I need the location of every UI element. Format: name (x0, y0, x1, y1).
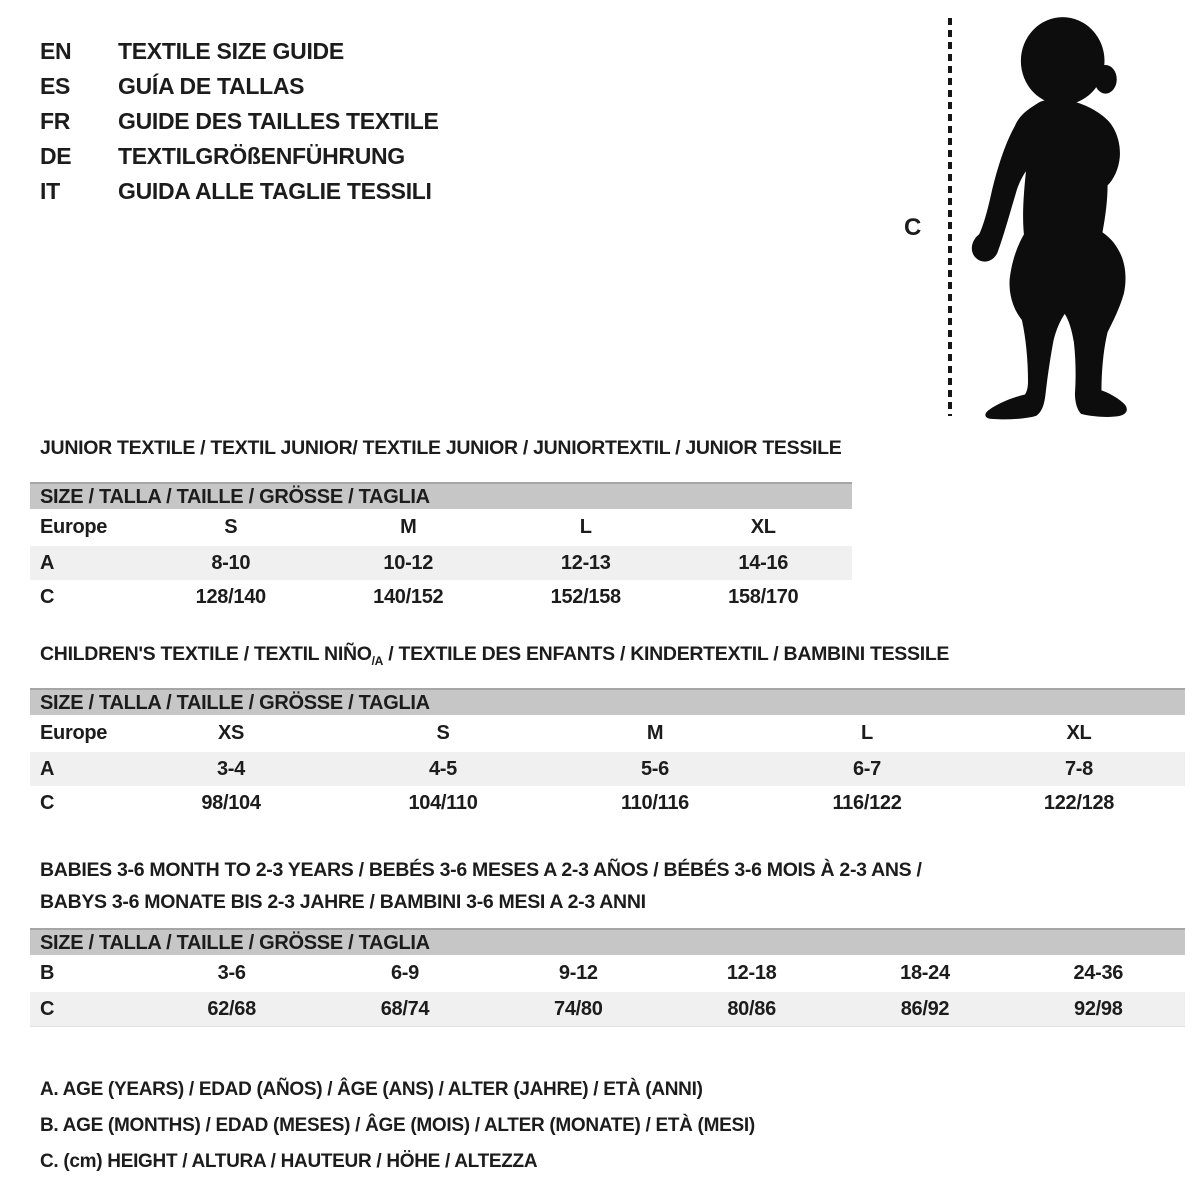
table-row (30, 955, 1185, 992)
size-value-cell: L (861, 722, 873, 744)
legend-line-c: C. (cm) HEIGHT / ALTURA / HAUTEUR / HÖHE / ALTEZZA (40, 1151, 538, 1172)
header-line-en (40, 34, 439, 69)
table-row (30, 786, 1185, 820)
size-value-cell: 14-16 (738, 551, 789, 574)
size-value-cell: 62/68 (207, 997, 256, 1020)
size-value-cell: 5-6 (640, 757, 669, 780)
header-line-fr (40, 104, 439, 139)
babies-size-table (30, 928, 1185, 1027)
size-value-cell: S (436, 722, 450, 744)
junior-size-table (30, 482, 852, 614)
size-value-cell: 3-6 (217, 962, 246, 984)
size-value-cell: 68/74 (380, 997, 430, 1020)
row-label: A (40, 757, 55, 780)
size-value-cell: 8-10 (211, 551, 251, 574)
junior-section-title: JUNIOR TEXTILE / TEXTIL JUNIOR/ TEXTILE JUNIOR / JUNIORTEXTIL / JUNIOR TESSILE (40, 437, 842, 459)
header-line-de (40, 139, 439, 174)
children-title-post: / TEXTILE DES ENFANTS / KINDERTEXTIL / BAMBINI TESSILE (383, 643, 950, 665)
guide-title: GUÍA DE TALLAS (118, 73, 305, 99)
size-table-header: SIZE / TALLA / TAILLE / GRÖSSE / TAGLIA (30, 928, 1185, 955)
lang-code: DE (40, 143, 72, 169)
size-value-cell: L (579, 516, 592, 538)
size-value-cell: 9-12 (558, 962, 598, 984)
children-title-sub: /A (371, 653, 384, 668)
size-value-cell: XS (217, 722, 245, 744)
size-value-cell: 80/86 (727, 997, 776, 1020)
toddler-silhouette-icon (958, 12, 1148, 420)
children-size-table (30, 688, 1185, 820)
table-row (30, 509, 852, 546)
size-value-cell: 104/110 (408, 791, 478, 814)
babies-title-line2: BABYS 3-6 MONATE BIS 2-3 JAHRE / BAMBINI 3-6 MESI A 2-3 ANNI (40, 891, 646, 913)
size-value-cell: XL (1066, 722, 1092, 744)
size-value-cell: M (646, 722, 664, 744)
guide-title: GUIDA ALLE TAGLIE TESSILI (118, 178, 432, 204)
size-value-cell: 110/116 (621, 791, 689, 814)
size-value-cell: 6-7 (852, 757, 881, 780)
size-value-cell: 12-18 (726, 962, 777, 984)
lang-code: EN (40, 38, 72, 64)
row-label: Europe (40, 722, 108, 744)
guide-title: GUIDE DES TAILLES TEXTILE (118, 108, 439, 134)
table-row (30, 546, 852, 580)
table-row (30, 752, 1185, 786)
row-label: B (40, 962, 55, 984)
size-value-cell: 6-9 (390, 962, 419, 984)
size-value-cell: 92/98 (1074, 997, 1123, 1020)
lang-code: IT (40, 178, 60, 204)
size-value-cell: 158/170 (728, 585, 799, 608)
size-value-cell: 3-4 (216, 757, 245, 780)
size-value-cell: XL (750, 516, 776, 538)
size-value-cell: 86/92 (900, 997, 950, 1020)
row-label: A (40, 551, 55, 574)
row-label: Europe (40, 516, 108, 538)
row-label: C (40, 791, 55, 814)
row-label: C (40, 585, 55, 608)
size-value-cell: 12-13 (560, 551, 611, 574)
legend-line-a: A. AGE (YEARS) / EDAD (AÑOS) / ÂGE (ANS) / ALTER (JAHRE) / ETÀ (ANNI) (40, 1079, 703, 1100)
height-measure-dashed-line (948, 18, 952, 416)
language-title-block (40, 34, 439, 209)
size-value-cell: 152/158 (550, 585, 621, 608)
babies-title-line1: BABIES 3-6 MONTH TO 2-3 YEARS / BEBÉS 3-6 MESES A 2-3 AÑOS / BÉBÉS 3-6 MOIS À 2-3 ANS / (40, 859, 922, 881)
lang-code: FR (40, 108, 71, 134)
babies-section-title (40, 854, 922, 918)
legend-block (40, 1072, 755, 1180)
guide-title: TEXTILE SIZE GUIDE (118, 38, 344, 64)
size-value-cell: 98/104 (201, 791, 261, 814)
header-line-es (40, 69, 439, 104)
guide-title: TEXTILGRÖßENFÜHRUNG (118, 143, 405, 169)
size-value-cell: 10-12 (383, 551, 434, 574)
size-value-cell: 128/140 (195, 585, 266, 608)
size-value-cell: 4-5 (428, 757, 457, 780)
children-section-title (40, 643, 949, 668)
header-line-it (40, 174, 439, 209)
size-value-cell: 122/128 (1043, 791, 1115, 814)
table-row (30, 715, 1185, 752)
lang-code: ES (40, 73, 71, 99)
row-label: C (40, 997, 55, 1020)
size-value-cell: 116/122 (832, 791, 902, 814)
size-value-cell: M (400, 516, 417, 538)
legend-line-b: B. AGE (MONTHS) / EDAD (MESES) / ÂGE (MOIS) / ALTER (MONATE) / ETÀ (MESI) (40, 1115, 755, 1136)
table-row (30, 580, 852, 614)
size-table-header: SIZE / TALLA / TAILLE / GRÖSSE / TAGLIA (30, 482, 852, 509)
size-value-cell: 74/80 (554, 997, 603, 1020)
size-table-header: SIZE / TALLA / TAILLE / GRÖSSE / TAGLIA (30, 688, 1185, 715)
children-title-pre: CHILDREN'S TEXTILE / TEXTIL NIÑO (40, 643, 372, 665)
size-value-cell: 140/152 (373, 585, 444, 608)
height-measure-label: C (904, 214, 922, 241)
table-row (30, 992, 1185, 1026)
size-value-cell: 24-36 (1073, 962, 1124, 984)
size-value-cell: 7-8 (1064, 757, 1093, 780)
size-value-cell: S (224, 516, 238, 538)
size-value-cell: 18-24 (900, 962, 950, 984)
